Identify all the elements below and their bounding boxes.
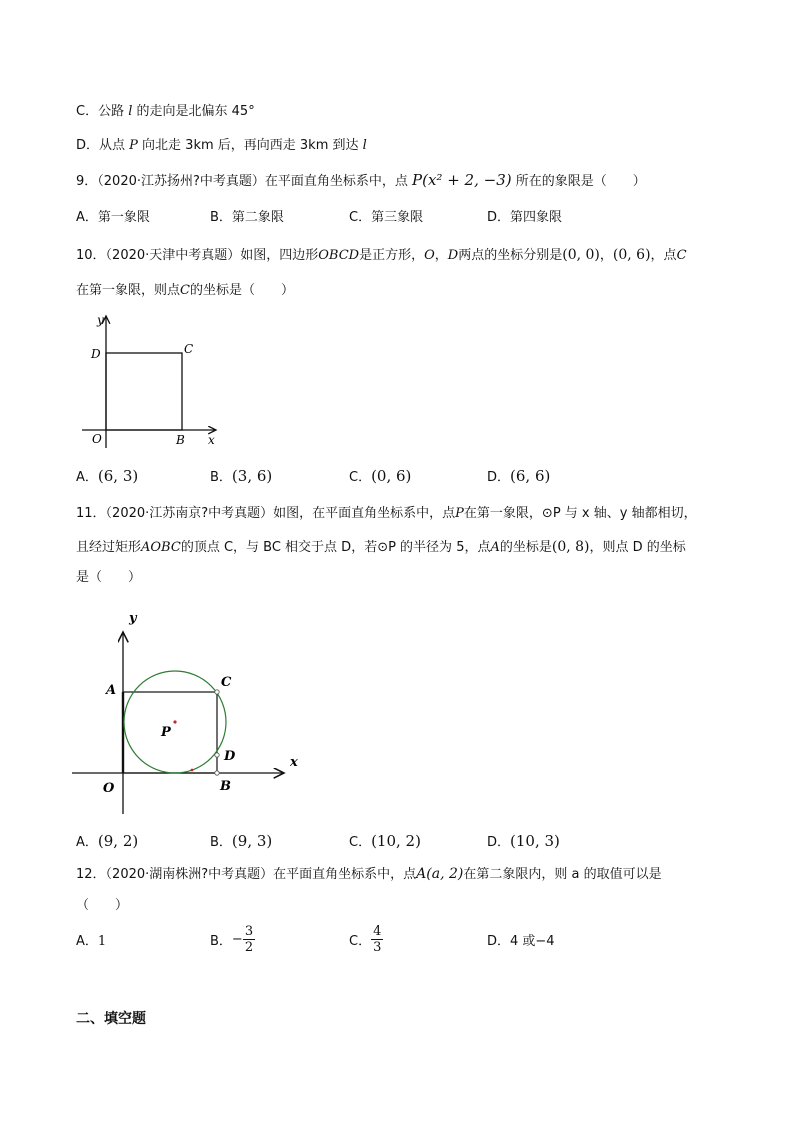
q8-option-d: D．从点 P 向北走 3km 后，再向西走 3km 到达 l [76,138,367,153]
q12-option-c-fraction: $\frac{4}{3}$ [373,924,382,955]
q9-point: P(x² + 2, −3) [412,171,512,189]
q11-label-o: O [103,781,115,796]
q10-stem-line1: 10．（2020·天津中考真题）如图，四边形OBCD是正方形，O，D两点的坐标分别是(0, 0)，(0, 6)，点C [76,247,687,263]
q9-option-b: B．第二象限 [210,210,284,225]
q10-label-y: y [97,313,104,327]
q11-label-a: A [106,683,117,698]
section-title-fill-in: 二、填空题 [76,1011,146,1027]
q9-option-a: A．第一象限 [76,210,150,225]
q10-figure [80,308,230,453]
q11-option-a: A．(9, 2) [76,832,139,850]
q11-stem-line2: 且经过矩形AOBC的顶点 C，与 BC 相交于点 D，若⊙P 的半径为 5，点A的坐标是(0, 8)，则点 D 的坐标 [76,539,686,555]
q11-option-c: C．(10, 2) [349,832,421,850]
q11-label-d: D [224,749,236,764]
q9-option-c: C．第三象限 [349,210,424,225]
q11-label-p: P [161,725,171,740]
q10-option-a: A．(6, 3) [76,467,139,485]
q10-option-d: D．(6, 6) [487,467,551,485]
q10-label-b: B [176,433,185,447]
q10-label-x: x [208,433,215,447]
q12-option-d: D．4 或−4 [487,934,555,949]
q11-stem-line3: 是（ ） [76,570,142,585]
q11-label-y: y [129,611,137,626]
q11-figure [70,604,310,819]
q10-label-d: D [91,347,101,361]
q11-label-c: C [221,675,232,690]
q8-option-c: C．公路 l 的走向是北偏东 45° [76,104,255,119]
q12-option-c: C． $\frac{4}{3}$ [349,924,382,955]
q11-point-b [215,771,219,775]
q11-stem-line1: 11．（2020·江苏南京?中考真题）如图，在平面直角坐标系中，点P在第一象限，⊙P 与 x 轴、y 轴都相切， [76,506,697,521]
q11-point-c [215,690,219,694]
q12-option-a: A．1 [76,934,107,949]
q11-label-b: B [220,779,231,794]
q10-option-b: B．(3, 6) [210,467,273,485]
q10-label-c: C [184,342,194,356]
q11-option-b: B．(9, 3) [210,832,273,850]
q12-stem-line2: （ ） [76,898,129,913]
q12-stem: 12．（2020·湖南株洲?中考真题）在平面直角坐标系中，点A(a, 2)在第二象限内，则 a 的取值可以是 [76,866,662,882]
q12-option-b: B．− $\frac{3}{2}$ [210,924,254,955]
q11-point-d [215,753,219,757]
q11-label-x: x [290,755,298,770]
q12-point: A(a, 2) [416,866,464,882]
q11-point-p [173,720,176,723]
q10-stem-line2: 在第一象限，则点C的坐标是（ ） [76,283,294,298]
q10-option-c: C．(0, 6) [349,467,412,485]
q12-option-b-fraction: $\frac{3}{2}$ [244,924,254,955]
q11-option-d: D．(10, 3) [487,832,560,850]
q10-label-o: O [92,432,102,446]
q10-square [106,353,182,430]
q9-option-d: D．第四象限 [487,210,563,225]
q9-stem: 9．（2020·江苏扬州?中考真题）在平面直角坐标系中，点 P(x² + 2, −3) 所在的象限是（ ） [76,171,646,189]
q11-tangent-mark [191,769,194,772]
